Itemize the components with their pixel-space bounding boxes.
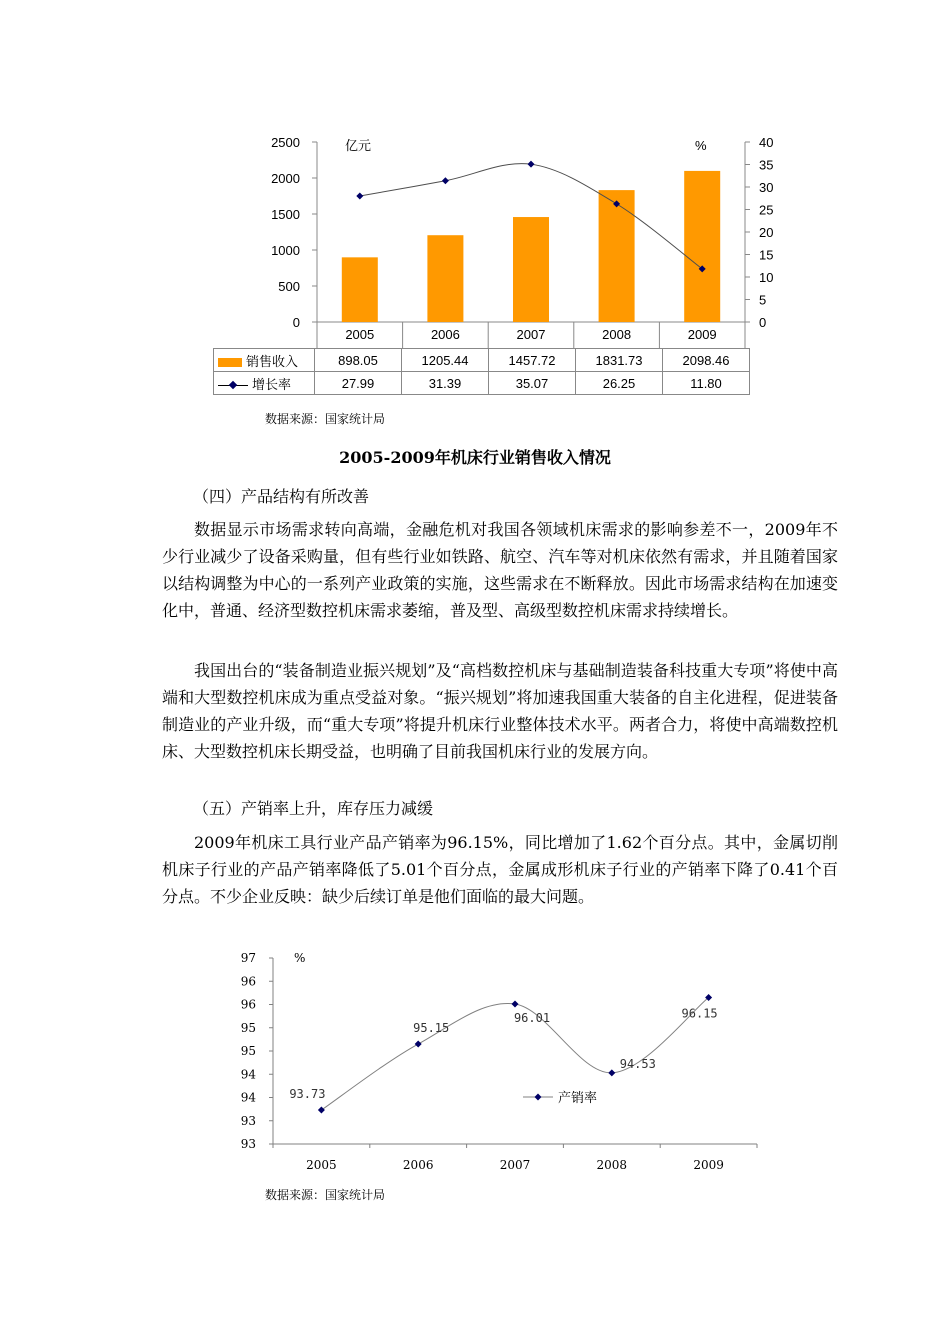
data-point-marker bbox=[528, 161, 535, 168]
data-source-note: 数据来源：国家统计局 bbox=[265, 1188, 386, 1202]
y-axis-unit-label: 亿元 bbox=[345, 139, 372, 154]
paragraph: 数据显示市场需求转向高端，金融危机对我国各领域机床需求的影响参差不一，2009年不少行业减少了设备采购量，但有些行业如铁路、航空、汽车等对机床依然有需求，并且随着国家以结构调整为中心的一系列产业政策的实施，这些需求在不断释放。因此市场需求结构在加速变化中，普通、经济型数控机床需求萎缩，普及型、高级型数控机床需求持续增长。 bbox=[162, 520, 838, 620]
y-right-axis-unit-label: % bbox=[695, 138, 707, 153]
chart2-labels bbox=[241, 951, 724, 1172]
paragraph: 2009年机床工具行业产品产销率为96.15%，同比增加了1.62个百分点。其中，金属切削机床子行业的产品产销率降低了5.01个百分点，金属成形机床子行业的产销率下降了0.41个百分点。不少企业反映：缺少后续订单是他们面临的最大问题。 bbox=[162, 833, 838, 906]
y-tick-label: 2500 bbox=[271, 135, 300, 150]
table-cell: 1831.73 bbox=[576, 349, 663, 372]
table-cell: 35.07 bbox=[489, 372, 576, 395]
line-legend-swatch bbox=[218, 381, 248, 390]
bar bbox=[599, 190, 635, 322]
y-tick-label: 94 bbox=[240, 1067, 256, 1082]
y-right-tick-label: 20 bbox=[759, 225, 774, 240]
legend-label: 增长率 bbox=[252, 376, 292, 392]
y-tick-label: 95 bbox=[240, 1044, 256, 1058]
table-cell: 11.80 bbox=[663, 372, 750, 395]
table-cell: 898.05 bbox=[315, 349, 402, 372]
bar bbox=[342, 257, 378, 322]
x-tick-label: 2009 bbox=[693, 1158, 724, 1172]
section-heading: （四）产品结构有所改善 bbox=[193, 487, 370, 506]
y-tick-label: 0 bbox=[292, 315, 300, 330]
y-right-tick-label: 25 bbox=[759, 202, 774, 218]
y-axis-unit-label: % bbox=[294, 951, 306, 965]
y-right-tick-label: 35 bbox=[759, 157, 774, 173]
legend-growth bbox=[214, 372, 315, 395]
sales-ratio-chart bbox=[0, 940, 950, 1190]
x-tick-label: 2007 bbox=[499, 1158, 531, 1172]
data-point-marker bbox=[512, 1001, 519, 1008]
x-tick-label: 2008 bbox=[602, 327, 632, 342]
table-row bbox=[214, 372, 750, 395]
legend-label: 产销率 bbox=[558, 1091, 598, 1106]
data-label: 94.53 bbox=[619, 1056, 656, 1071]
chart2-axes bbox=[269, 958, 757, 1148]
table-cell: 1457.72 bbox=[489, 349, 576, 372]
y-tick-label: 500 bbox=[278, 279, 300, 294]
x-tick-label: 2008 bbox=[596, 1158, 628, 1172]
x-tick-label: 2005 bbox=[345, 327, 375, 342]
data-point-marker bbox=[442, 177, 449, 184]
y-right-tick-label: 10 bbox=[759, 270, 774, 285]
y-right-tick-label: 40 bbox=[759, 135, 774, 150]
bar-legend-swatch bbox=[218, 358, 242, 367]
x-tick-label: 2009 bbox=[687, 327, 717, 342]
y-right-tick-label: 0 bbox=[759, 315, 767, 330]
legend-sales bbox=[214, 349, 315, 372]
data-source-note: 数据来源：国家统计局 bbox=[265, 412, 386, 426]
figure-caption: 2005-2009年机床行业销售收入情况 bbox=[339, 448, 611, 467]
bar bbox=[684, 171, 720, 322]
y-tick-label: 93 bbox=[240, 1113, 256, 1128]
x-tick-label: 2007 bbox=[516, 327, 546, 342]
y-right-tick-label: 30 bbox=[759, 180, 774, 195]
y-tick-label: 96 bbox=[240, 974, 256, 989]
data-label: 96.01 bbox=[513, 1011, 551, 1026]
table-cell: 27.99 bbox=[315, 372, 402, 395]
chart1-bars bbox=[342, 171, 720, 322]
y-right-tick-label: 15 bbox=[759, 247, 774, 263]
data-label: 96.15 bbox=[681, 1006, 718, 1021]
y-tick-label: 1500 bbox=[271, 207, 300, 222]
data-point-marker bbox=[535, 1094, 542, 1101]
bar bbox=[513, 217, 549, 322]
table-cell: 2098.46 bbox=[663, 349, 750, 372]
chart1-data-table bbox=[213, 348, 750, 395]
legend-label: 销售收入 bbox=[246, 353, 299, 369]
x-tick-label: 2006 bbox=[430, 327, 460, 342]
y-tick-label: 94 bbox=[240, 1090, 256, 1105]
y-tick-label: 95 bbox=[240, 1020, 256, 1035]
table-row bbox=[214, 349, 750, 372]
data-point-marker bbox=[318, 1107, 325, 1114]
y-tick-label: 93 bbox=[240, 1137, 256, 1151]
table-cell: 26.25 bbox=[576, 372, 663, 395]
paragraph: 我国出台的“装备制造业振兴规划”及“高档数控机床与基础制造装备科技重大专项”将使中高端和大型数控机床成为重点受益对象。“振兴规划”将加速我国重大装备的自主化进程，促进装备制造业的产业升级，而“重大专项”将提升机床行业整体技术水平。两者合力，将使中高端数控机床、大型数控机床长期受益，也明确了目前我国机床行业的发展方向。 bbox=[162, 661, 838, 761]
y-tick-label: 96 bbox=[240, 997, 256, 1012]
data-label: 95.15 bbox=[413, 1021, 450, 1036]
data-point-marker bbox=[415, 1041, 422, 1048]
y-tick-label: 97 bbox=[240, 951, 256, 965]
x-tick-label: 2006 bbox=[402, 1158, 434, 1172]
section-heading: （五）产销率上升，库存压力减缓 bbox=[193, 799, 434, 818]
y-right-tick-label: 5 bbox=[759, 292, 767, 308]
x-tick-label: 2005 bbox=[306, 1158, 337, 1172]
bar bbox=[427, 235, 463, 322]
data-point-marker bbox=[356, 193, 363, 200]
y-tick-label: 2000 bbox=[271, 171, 300, 186]
table-cell: 31.39 bbox=[402, 372, 489, 395]
table-cell: 1205.44 bbox=[402, 349, 489, 372]
data-label: 93.73 bbox=[289, 1087, 326, 1102]
data-point-marker bbox=[608, 1069, 615, 1076]
y-tick-label: 1000 bbox=[271, 243, 300, 258]
